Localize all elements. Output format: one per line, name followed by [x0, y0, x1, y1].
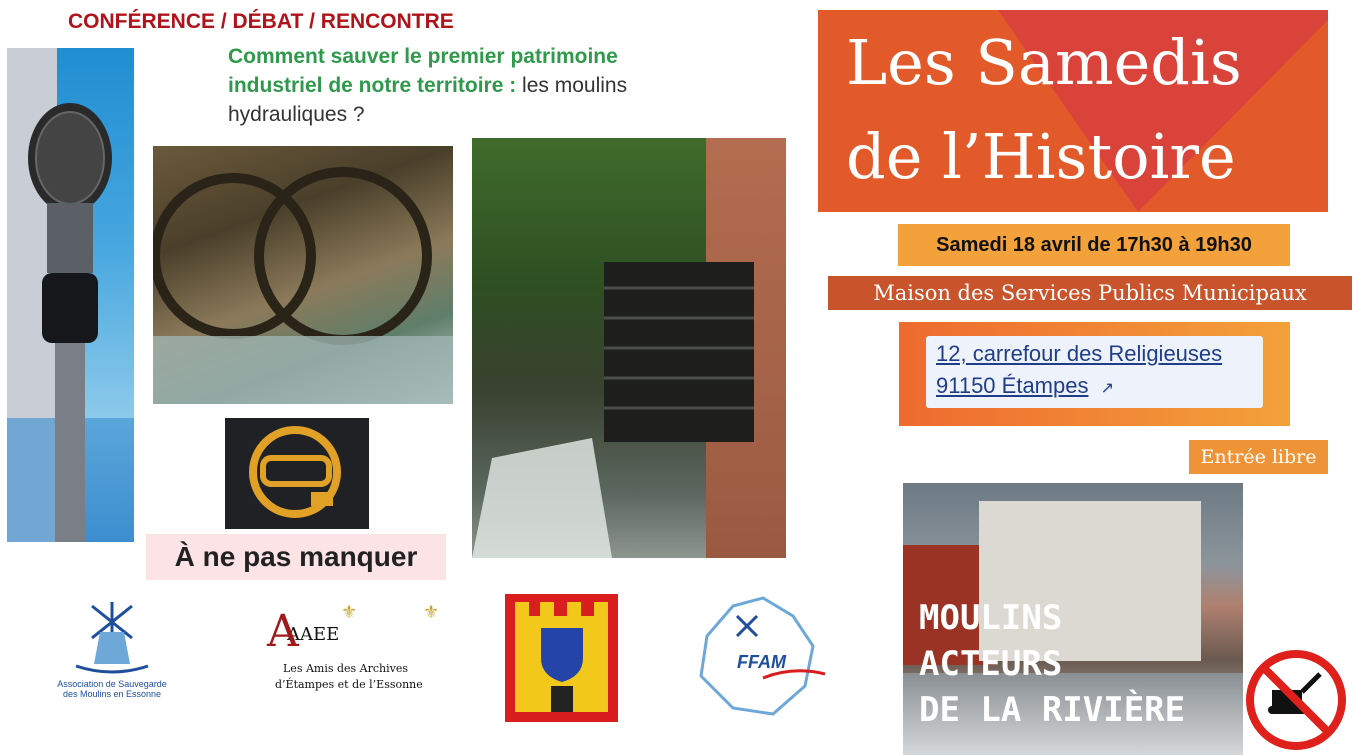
address-box [899, 322, 1290, 426]
ev-charging-icon [225, 418, 369, 529]
svg-text:A: A [267, 606, 299, 656]
aaee-logo [255, 596, 441, 702]
not-to-miss-label: À ne pas manquer [146, 534, 446, 580]
series-title-line2: de l’Histoire [846, 120, 1236, 193]
ev-charging-image [225, 418, 369, 529]
ffam-logo [693, 596, 827, 720]
svg-text:⚜: ⚜ [341, 602, 358, 623]
event-date: Samedi 18 avril de 17h30 à 19h30 [898, 224, 1290, 266]
no-excavator-sign-icon [1244, 648, 1348, 752]
subtitle-bold: Comment sauver le premier patrimoine industriel de notre territoire : [228, 45, 618, 97]
svg-text:⚜: ⚜ [423, 602, 440, 623]
poster-text [919, 595, 1185, 733]
aaee-title: AAEE [287, 624, 340, 645]
water-wheel-illustration [472, 138, 786, 558]
aaee-line1: Les Amis des Archives [283, 662, 409, 675]
aaee-line2: d’Étampes et de l’Essonne [275, 678, 423, 691]
poster-line3: DE LA RIVIÈRE [919, 690, 1186, 730]
watermill-painting-photo [153, 146, 453, 404]
series-title-line1: Les Samedis [846, 26, 1242, 99]
conference-subtitle [228, 42, 648, 129]
mill-poster-image [903, 483, 1243, 755]
event-type-heading: CONFÉRENCE / DÉBAT / RENCONTRE [68, 10, 454, 33]
ffam-label: FFAM [737, 652, 786, 672]
address-city[interactable]: 91150 Étampes [936, 373, 1089, 398]
poster-line2: ACTEURS [919, 644, 1063, 684]
water-wheels-illustration [153, 146, 453, 404]
etampes-coat-of-arms-icon [505, 594, 618, 722]
windmill-logo-icon [36, 592, 188, 674]
microphone-image [7, 48, 134, 542]
fleur-de-lis-icon [255, 596, 441, 656]
microphone-icon [7, 48, 134, 542]
address-link[interactable] [926, 336, 1263, 408]
external-link-icon[interactable]: ↗ [1100, 380, 1115, 397]
assoc-line1: Association de Sauvegarde [57, 679, 167, 689]
address-street[interactable]: 12, carrefour des Religieuses [936, 341, 1223, 366]
series-title-banner [818, 10, 1328, 212]
watermill-photo [472, 138, 786, 558]
event-venue: Maison des Services Publics Municipaux [828, 276, 1352, 310]
free-entry-label: Entrée libre [1189, 440, 1328, 474]
subtitle-question: les moulins hydrauliques ? [228, 74, 628, 126]
assoc-line2: des Moulins en Essonne [62, 689, 162, 699]
poster-line1: MOULINS [919, 598, 1063, 638]
assoc-moulins-logo [36, 592, 188, 704]
